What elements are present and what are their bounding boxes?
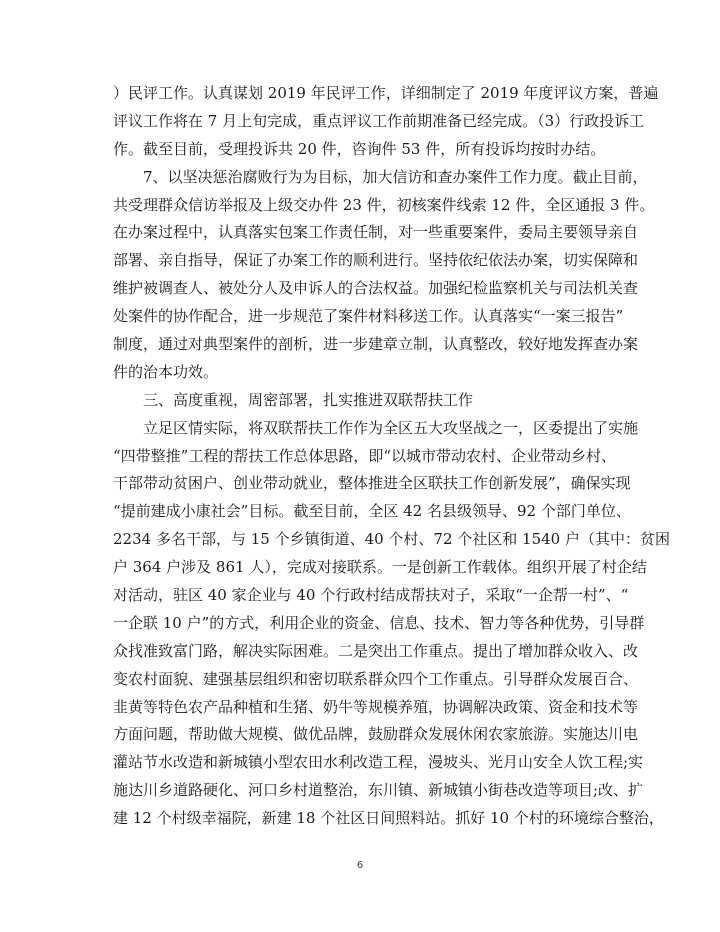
body-text [113, 80, 670, 833]
text-line: 处案件的协作配合，进一步规范了案件材料移送工作。认真落实“一案三报告” [113, 307, 624, 326]
text-line: 件的治本功效。 [113, 362, 219, 381]
text-line: “提前建成小康社会”目标。截至目前，全区 42 名县级领导、92 个部门单位、 [113, 502, 631, 521]
text-line: 对活动，驻区 40 家企业与 40 个行政村结成帮扶对子，采取“一企帮一村”、“ [113, 586, 629, 605]
text-line: 2234 多名干部，与 15 个乡镇街道、40 个村、72 个社区和 1540 户（其中：贫困 [113, 530, 670, 549]
text-line: 方面问题，帮助做大规模、做优品牌，鼓励群众发展休闲农家旅游。实施达川电 [113, 725, 639, 744]
page-number: 6 [356, 860, 364, 871]
section-heading: 三、高度重视，周密部署，扎实推进双联帮扶工作 [113, 390, 474, 409]
text-line: 制度，通过对典型案件的剖析，进一步建章立制，认真整改，较好地发挥查办案 [113, 335, 639, 354]
text-line: 建 12 个村级幸福院，新建 18 个社区日间照料站。抓好 10 个村的环境综合整治， [113, 809, 664, 828]
text-line: 户 364 户涉及 861 人），完成对接联系。一是创新工作载体。组织开展了村企结 [113, 558, 647, 577]
text-line: 立足区情实际，将双联帮扶工作作为全区五大攻坚战之一，区委提出了实施 [113, 418, 639, 437]
text-line: 评议工作将在 7 月上旬完成，重点评议工作前期准备已经完成。（3）行政投诉工 [113, 111, 645, 130]
text-line: 变农村面貌、建强基层组织和密切联系群众四个工作重点。引导群众发展百合、 [113, 669, 639, 688]
text-line: “四带整推”工程的帮扶工作总体思路，即“以城市带动农村、企业带动乡村、 [113, 446, 617, 465]
text-line: 众找准致富门路，解决实际困难。二是突出工作重点。提出了增加群众收入、改 [113, 641, 639, 660]
text-line: 灌站节水改造和新城镇小型农田水利改造工程，漫坡头、光月山安全人饮工程;实 [113, 753, 644, 772]
text-line: 7、以坚决惩治腐败行为为目标，加大信访和查办案件工作力度。截止目前， [113, 167, 648, 186]
text-line: 一企联 10 户”的方式，利用企业的资金、信息、技术、智力等各种优势，引导群 [113, 613, 645, 632]
text-line: ）民评工作。认真谋划 2019 年民评工作，详细制定了 2019 年度评议方案，普遍 [113, 84, 659, 102]
text-line: 作。截至目前，受理投诉共 20 件，咨询件 53 件，所有投诉均按时办结。 [113, 139, 606, 158]
text-line: 共受理群众信访举报及上级交办件 23 件，初核案件线索 12 件，全区通报 3 件。 [113, 195, 655, 214]
text-line: 施达川乡道路硬化、河口乡村道整治，东川镇、新城镇小街巷改造等项目;改、扩 [113, 781, 644, 800]
text-line: 干部带动贫困户、创业带动就业，整体推进全区联扶工作创新发展”，确保实现 [113, 474, 631, 493]
text-line: 在办案过程中，认真落实包案工作责任制，对一些重要案件，委局主要领导亲自 [113, 223, 639, 242]
text-line: 部署、亲自指导，保证了办案工作的顺利进行。坚持依纪依法办案，切实保障和 [113, 251, 639, 270]
text-line: 维护被调查人、被处分人及申诉人的合法权益。加强纪检监察机关与司法机关查 [113, 279, 639, 298]
text-line: 韭黄等特色农产品种植和生猪、奶牛等规模养殖，协调解决政策、资金和技术等 [113, 697, 639, 716]
